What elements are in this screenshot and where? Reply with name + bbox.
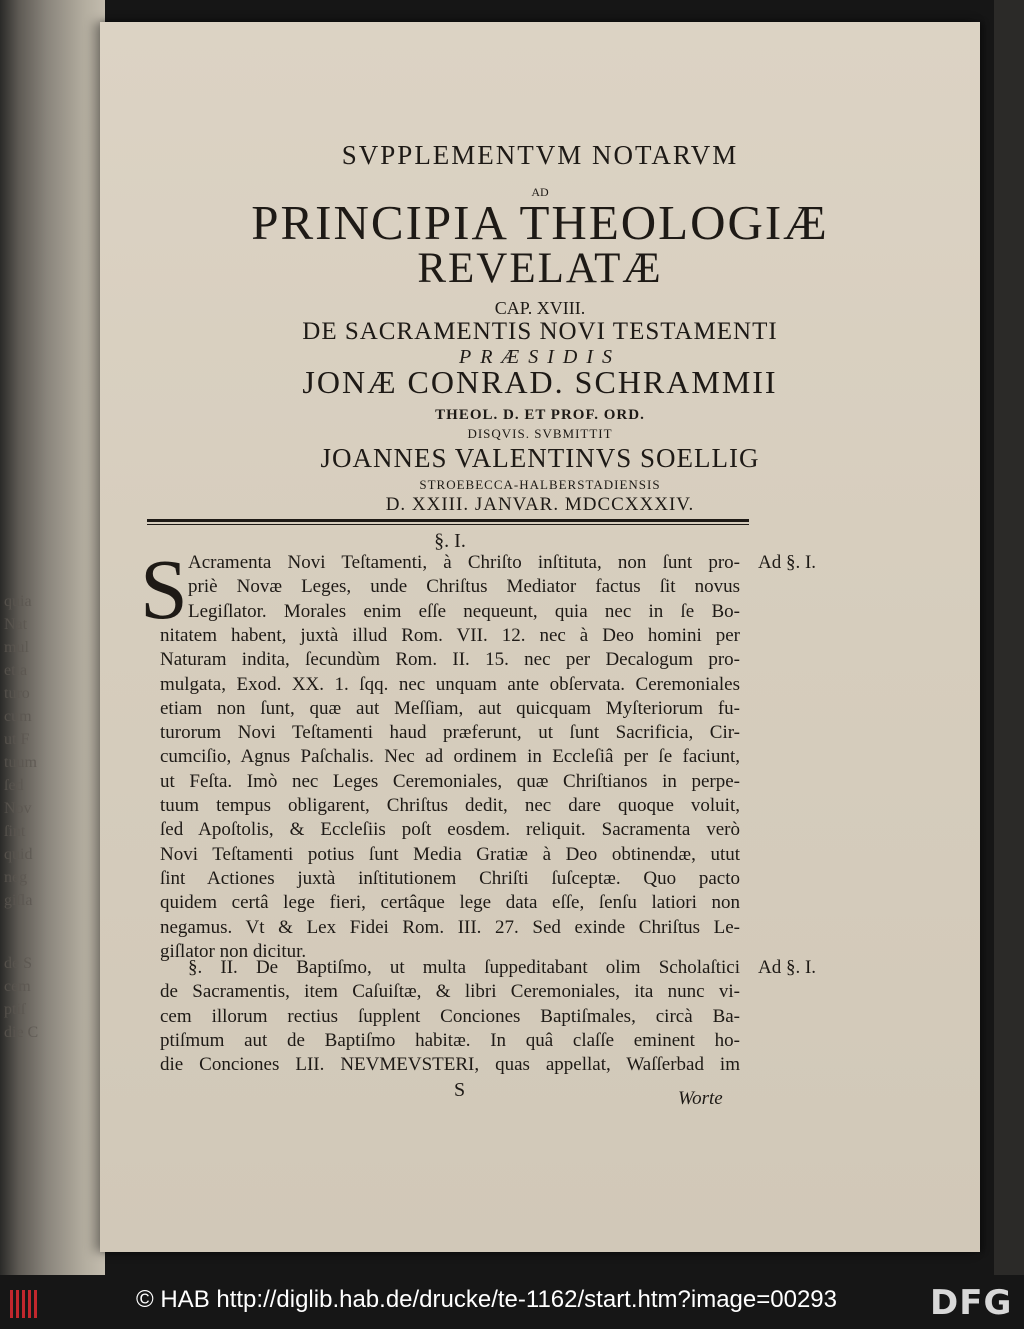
title-line-11: JOANNES VALENTINVS SOELLIG [320, 443, 760, 473]
catchword: Worte [678, 1088, 723, 1109]
section-1-line: mulgata, Exod. XX. 1. ſqq. nec unquam ante obſervata. Ceremoniales [160, 673, 740, 695]
section-1-line: negamus. Vt & Lex Fidei Rom. III. 27. Sed exinde Chriſtus Le- [160, 916, 740, 938]
title-line-3: PRINCIPIA THEOLOGIÆ [251, 195, 829, 250]
section-1-line: etiam non ſunt, quæ aut Meſſiam, aut quicquam Myſteriorum fu- [160, 697, 740, 719]
margin-note-2: Ad §. I. [758, 957, 817, 978]
underpage-fragment: turo [4, 685, 30, 702]
underpage-fragment: cum [4, 708, 32, 725]
section-1-line: ut Feſta. Imò nec Leges Ceremoniales, quæ Chriſtianos in perpe- [160, 770, 740, 792]
section-1-line: giſlator non dicitur. [160, 940, 307, 962]
underpage-fragment: ſint [4, 823, 26, 840]
underpage-fragment: neg [4, 869, 28, 886]
drop-cap: S [140, 541, 188, 637]
underpage-fragment: ptiſ [4, 1001, 26, 1018]
title-line-6: DE SACRAMENTIS NOVI TESTAMENTI [302, 318, 778, 345]
section-1-line: tuum tempus obligarent, Chriſtus dedit, nec dare quoque voluit, [160, 795, 740, 816]
title-line-8: JONÆ CONRAD. SCHRAMMII [302, 364, 778, 400]
underpage-fragment: ſed [4, 777, 24, 794]
section-1-line: Legiſlator. Morales enim eſſe nequeunt, quia nec in ſe Bo- [188, 600, 740, 622]
underpage-fragment: tuum [4, 754, 37, 771]
title-line-7: PRÆSIDIS [459, 346, 621, 368]
section-2-line: de Sacramentis, item Caſuiſtæ, & libri Ceremoniales, ita nunc vi- [160, 981, 740, 1003]
title-line-4: REVELATÆ [417, 245, 663, 292]
title-line-9: THEOL. D. ET PROF. ORD. [435, 407, 645, 423]
title-line-12: STROEBECCA-HALBERSTADIENSIS [419, 477, 661, 492]
source-credit[interactable]: © HAB http://diglib.hab.de/drucke/te-1162/start.htm?image=00293 [136, 1286, 837, 1313]
margin-note-1: Ad §. I. [758, 552, 817, 573]
signature-mark: S [454, 1079, 466, 1101]
section-1-line: nitatem habent, juxtà illud Rom. VII. 12. nec à Deo homini per [160, 624, 740, 646]
underpage-fragment: giſla [4, 892, 33, 909]
underpage-fragment: cem [4, 978, 31, 995]
title-line-10: DISQVIS. SVBMITTIT [467, 426, 613, 441]
dfg-logo: DFG [930, 1283, 1013, 1323]
hab-logo-icon [10, 1290, 40, 1318]
title-line-13: D. XXIII. JANVAR. MDCCXXXIV. [385, 494, 695, 515]
section-1-heading: §. I. [434, 530, 466, 552]
section-1-line: Acramenta Novi Teſtamenti, à Chriſto inſtituta, non ſunt pro- [188, 552, 740, 573]
section-1-line: turorum Novi Teſtamenti haud præferunt, ut ſunt Sacrificia, Cir- [160, 722, 740, 744]
underlying-page-fragments [0, 60, 100, 1200]
title-rule-thin [147, 524, 749, 525]
section-1-line: Naturam indita, ſecundùm Rom. II. 15. nec per Decalogum pro- [160, 649, 740, 671]
underpage-fragment: de S [4, 955, 32, 972]
section-2-line: die Conciones LII. NEVMEVSTERI, quas appellat, Waſſerbad im [160, 1054, 740, 1076]
section-1-line: ſed Apoſtolis, & Eccleſiis poſt eosdem. reliquit. Sacramenta verò [160, 819, 740, 841]
underpage-fragment: Nov [4, 800, 32, 817]
section-1-line: priè Novæ Leges, unde Chriſtus Mediator factus ſit novus [188, 576, 740, 598]
title-line-1: SVPPLEMENTVM NOTARVM [341, 140, 739, 170]
underpage-fragment: Nat [4, 616, 28, 633]
section-1-line: Novi Teſtamenti potius ſunt Media Gratiæ à Deo obtinendæ, utut [160, 843, 740, 865]
section-1-line: quidem certâ lege fieri, certâque lege data eſſe, ſenſu latiori non [160, 892, 740, 914]
title-rule [147, 519, 749, 522]
underpage-fragment: quia [4, 593, 32, 610]
book-page [100, 22, 980, 1252]
section-1-line: cumciſio, Agnus Paſchalis. Nec ad ordinem in Eccleſiâ per ſe faciunt, [160, 746, 740, 768]
underpage-fragment: quid [4, 846, 33, 863]
section-2-line: cem illorum rectius ſupplent Conciones Baptiſmales, circà Ba- [160, 1005, 740, 1027]
underpage-fragment: die C [4, 1024, 39, 1041]
underpage-fragment: etia [4, 662, 28, 679]
underpage-fragment: mul [4, 639, 29, 656]
title-line-2: AD [531, 185, 549, 199]
footer-bar [0, 1275, 1024, 1329]
scan-background-right [994, 0, 1024, 1275]
underpage-fragment: ut F [4, 731, 30, 748]
title-line-5: CAP. XVIII. [494, 298, 586, 318]
section-1-line: ſint Actiones juxtà inſtitutionem Chriſti ſuſceptæ. Quo pacto [160, 867, 740, 889]
section-2-line: ptiſmum aut de Baptiſmo habitæ. In quâ claſſe eminent ho- [160, 1029, 740, 1051]
section-2-line: §. II. De Baptiſmo, ut multa ſuppeditabant olim Scholaſtici [188, 957, 740, 978]
